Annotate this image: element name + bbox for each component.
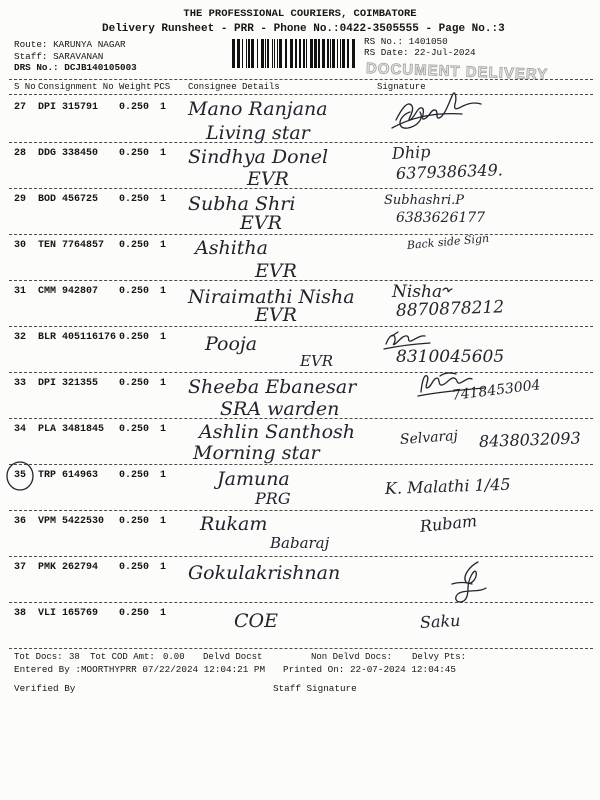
- drs-label: DRS No.:: [14, 62, 59, 73]
- row-sno: 38: [14, 608, 27, 619]
- barcode-bar: [277, 39, 278, 68]
- table-row: [0, 419, 600, 465]
- row-sno: 28: [14, 148, 27, 159]
- row-weight: 0.250: [119, 240, 150, 251]
- row-consignment-no: VPM 5422530: [38, 516, 105, 527]
- column-header-weight: Weight: [119, 82, 152, 92]
- signature-handwriting: Selvaraj: [399, 427, 459, 448]
- row-weight: 0.250: [119, 516, 150, 527]
- row-pcs: 1: [160, 608, 167, 619]
- row-consignment-no: TEN 7764857: [38, 240, 105, 251]
- row-sno: 31: [14, 286, 27, 297]
- signature-handwriting: Rubam: [418, 511, 478, 536]
- runsheet-subtitle: Delivery Runsheet - PRR - Phone No.:0422-3505555 - Page No.:3: [102, 23, 505, 35]
- barcode-bar: [330, 39, 331, 68]
- route-line: [14, 40, 126, 49]
- barcode-bar: [279, 39, 282, 68]
- table-bottom-rule: [9, 648, 593, 649]
- row-sno: 36: [14, 516, 27, 527]
- barcode-bar: [285, 39, 287, 68]
- row-weight: 0.250: [119, 562, 150, 573]
- barcode-bar: [265, 39, 266, 68]
- consignee-handwriting: PRG: [255, 489, 291, 508]
- signature-handwriting: 8870878212: [395, 297, 505, 321]
- barcode-bar: [347, 39, 349, 68]
- row-pcs: 1: [160, 194, 167, 205]
- consignee-handwriting: Jamuna: [217, 468, 290, 490]
- table-row: [0, 97, 600, 143]
- row-consignment-no: CMM 942807: [38, 286, 99, 297]
- drs-line: [14, 63, 137, 72]
- table-row: [0, 189, 600, 235]
- consignee-handwriting: Rukam: [200, 513, 268, 535]
- company-title: THE PROFESSIONAL COURIERS, COIMBATORE: [183, 8, 417, 20]
- barcode-bar: [340, 39, 341, 68]
- consignee-handwriting: Subha Shri: [188, 193, 296, 215]
- row-consignment-no: BLR 405116176: [38, 332, 117, 343]
- barcode-bar: [251, 39, 254, 68]
- rs-date-label: RS Date:: [364, 47, 409, 58]
- signature-handwriting: 8438032093: [478, 428, 582, 451]
- barcode-bar: [327, 39, 329, 68]
- row-consignment-no: TRP 614963: [38, 470, 99, 481]
- row-sno: 35: [14, 470, 27, 481]
- barcode-bar: [272, 39, 273, 68]
- row-weight: 0.250: [119, 608, 150, 619]
- staff-line: [14, 52, 103, 61]
- table-row: [0, 603, 600, 649]
- row-weight: 0.250: [119, 148, 150, 159]
- table-row: [0, 327, 600, 373]
- row-weight: 0.250: [119, 470, 150, 481]
- table-row: [0, 373, 600, 419]
- signature-handwriting: Saku: [419, 610, 461, 632]
- signature-handwriting: 8310045605: [396, 347, 505, 367]
- row-consignment-no: PLA 3481845: [38, 424, 105, 435]
- consignee-handwriting: EVR: [300, 352, 334, 370]
- barcode-bar: [342, 39, 345, 68]
- printed-on-value: 22-07-2024 12:04:45: [349, 664, 456, 675]
- table-row: [0, 465, 600, 511]
- entered-by-value: MOORTHYPRR 07/22/2024 12:04:21 PM: [80, 664, 266, 675]
- staff-signature-label: Staff Signature: [273, 683, 357, 694]
- row-pcs: 1: [160, 424, 167, 435]
- barcode-bar: [290, 39, 293, 68]
- row-consignment-no: DDG 338450: [38, 148, 99, 159]
- row-consignment-no: PMK 262794: [38, 562, 99, 573]
- row-sno: 27: [14, 102, 27, 113]
- signature-handwriting: Dhip: [391, 141, 431, 163]
- consignee-handwriting: Gokulakrishnan: [188, 562, 341, 584]
- barcode-bar: [295, 39, 297, 68]
- row-consignment-no: DPI 321355: [38, 378, 99, 389]
- entered-by-label: Entered By :: [14, 664, 81, 675]
- consignee-handwriting: Ashitha: [195, 237, 268, 259]
- consignee-handwriting: SRA warden: [220, 398, 340, 420]
- column-header-consignment-no: Consignment No: [38, 82, 114, 92]
- signature-handwriting: 6383626177: [396, 210, 486, 226]
- rs-no-line: [364, 37, 448, 46]
- row-consignment-no: BOD 456725: [38, 194, 99, 205]
- barcode-bar: [352, 39, 355, 68]
- consignee-handwriting: COE: [234, 610, 278, 632]
- row-sno: 33: [14, 378, 27, 389]
- delvy-pts-label: Delvy Pts:: [412, 652, 467, 662]
- barcode-bar: [248, 39, 250, 68]
- row-sno: 29: [14, 194, 27, 205]
- rs-no-label: RS No.:: [364, 36, 404, 47]
- barcode-bar: [267, 39, 269, 68]
- rs-date-value: 22-Jul-2024: [414, 47, 476, 58]
- row-pcs: 1: [160, 102, 167, 113]
- barcode-bar: [318, 39, 320, 68]
- consignee-handwriting: Niraimathi Nisha: [188, 286, 355, 308]
- consignee-handwriting: Ashlin Santhosh: [199, 421, 356, 443]
- row-pcs: 1: [160, 470, 167, 481]
- row-weight: 0.250: [119, 378, 150, 389]
- consignee-handwriting: Morning star: [193, 442, 320, 464]
- table-row: [0, 231, 600, 282]
- table-row: [0, 281, 600, 327]
- table-row: [0, 143, 600, 189]
- header-top-rule: [9, 79, 593, 80]
- tot-cod-label: Tot COD Amt:: [90, 652, 155, 662]
- printed-on-label: Printed On:: [283, 664, 345, 675]
- row-sno: 30: [14, 240, 27, 251]
- row-pcs: 1: [160, 240, 167, 251]
- consignee-handwriting: Mano Ranjana: [188, 98, 328, 120]
- staff-label: Staff:: [14, 51, 48, 62]
- delvd-docs-label: Delvd Docst: [203, 652, 263, 662]
- barcode-bar: [332, 39, 335, 68]
- table-row: [0, 557, 600, 603]
- row-weight: 0.250: [119, 102, 150, 113]
- barcode-bar: [303, 39, 305, 68]
- signature-handwriting: Back side Sign: [406, 231, 490, 252]
- signature-handwriting: Subhashri.P: [384, 193, 465, 208]
- row-weight: 0.250: [119, 424, 150, 435]
- barcode-graphic: [231, 39, 355, 68]
- row-pcs: 1: [160, 562, 167, 573]
- barcode-bar: [246, 39, 247, 68]
- tot-docs-value: 38: [69, 652, 80, 662]
- consignee-handwriting: Pooja: [205, 333, 258, 355]
- row-weight: 0.250: [119, 194, 150, 205]
- consignee-handwriting: EVR: [255, 304, 297, 326]
- route-label: Route:: [14, 39, 48, 50]
- consignee-handwriting: Sheeba Ebanesar: [188, 376, 357, 398]
- row-sno: 34: [14, 424, 27, 435]
- signature-handwriting: 6379386349.: [395, 160, 504, 183]
- barcode-bar: [314, 39, 317, 68]
- barcode-bar: [232, 39, 235, 68]
- barcode-bar: [310, 39, 313, 68]
- barcode-bar: [306, 39, 307, 68]
- barcode-bar: [257, 39, 258, 68]
- row-weight: 0.250: [119, 286, 150, 297]
- barcode-bar: [261, 39, 264, 68]
- row-sno: 32: [14, 332, 27, 343]
- column-header-sno: S No: [14, 82, 36, 92]
- rs-date-line: [364, 48, 476, 57]
- route-value: KARUNYA NAGAR: [53, 39, 126, 50]
- row-pcs: 1: [160, 378, 167, 389]
- printed-on-line: [283, 665, 456, 674]
- barcode-bar: [242, 39, 243, 68]
- barcode-bar: [299, 39, 301, 68]
- row-sno: 37: [14, 562, 27, 573]
- barcode-bar: [237, 39, 240, 68]
- staff-value: SARAVANAN: [53, 51, 104, 62]
- row-pcs: 1: [160, 286, 167, 297]
- drs-value: DCJB140105003: [64, 62, 137, 73]
- row-weight: 0.250: [119, 332, 150, 343]
- signature-handwriting: K. Malathi 1/45: [384, 474, 511, 498]
- entered-by-line: [14, 665, 265, 674]
- signature-handwriting: Nisha: [392, 282, 443, 302]
- consignee-handwriting: EVR: [255, 260, 297, 282]
- consignee-handwriting: EVR: [247, 168, 289, 190]
- row-pcs: 1: [160, 516, 167, 527]
- row-pcs: 1: [160, 332, 167, 343]
- column-header-signature: Signature: [377, 82, 426, 92]
- column-header-consignee-details: Consignee Details: [188, 82, 280, 92]
- tot-docs-label: Tot Docs:: [14, 652, 63, 662]
- verified-by-label: Verified By: [14, 683, 76, 694]
- header-bottom-rule: [9, 94, 593, 95]
- non-delvd-docs-label: Non Delvd Docs:: [311, 652, 393, 662]
- column-header-pcs: PCS: [154, 82, 171, 92]
- row-consignment-no: DPI 315791: [38, 102, 99, 113]
- tot-cod-value: 0.00: [163, 652, 185, 662]
- signature-handwriting: 7418453004: [451, 377, 542, 404]
- rs-no-value: 1401050: [408, 36, 448, 47]
- table-row: [0, 511, 600, 557]
- document-delivery-stamp: DOCUMENT DELIVERY: [365, 60, 549, 84]
- barcode-bar: [274, 39, 275, 68]
- row-consignment-no: VLI 165769: [38, 608, 99, 619]
- consignee-handwriting: EVR: [240, 212, 282, 234]
- barcode-bar: [337, 39, 338, 68]
- barcode-bar: [322, 39, 325, 68]
- consignee-handwriting: Babaraj: [270, 534, 330, 552]
- row-pcs: 1: [160, 148, 167, 159]
- consignee-handwriting: Living star: [206, 122, 310, 144]
- consignee-handwriting: Sindhya Donel: [188, 146, 329, 168]
